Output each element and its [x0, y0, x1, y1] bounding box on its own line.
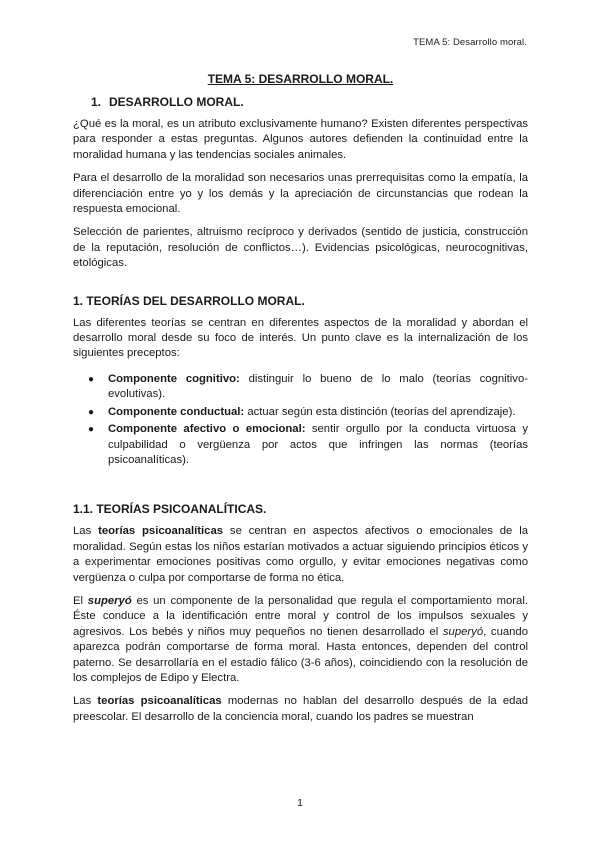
list-item-text: actuar según esta distinción (teorías del aprendizaje). — [244, 405, 516, 418]
section-heading-text: DESARROLLO MORAL. — [109, 95, 244, 109]
paragraph: Las teorías psicoanalíticas se centran en aspectos afectivos o emocionales de la moralidad. Según estas los niños estarían motivados a actuar siguiendo principios éticos y a experimentar emociones positivas como orgullo, y evitar emociones negativas como vergüenza o culpa por comportarse de forma no ética. — [73, 525, 529, 584]
section-psicoanaliticas — [73, 502, 528, 725]
section-number: 1. — [91, 95, 102, 109]
running-header: TEMA 5: Desarrollo moral. — [413, 37, 527, 48]
list-item-term: Componente conductual: — [108, 405, 245, 418]
list-item-term: Componente cognitivo: — [108, 372, 240, 385]
bullet-icon: ● — [88, 373, 95, 385]
section-heading-teorias: 1. TEORÍAS DEL DESARROLLO MORAL. — [73, 293, 305, 308]
list-item-term: Componente afectivo o emocional: — [108, 423, 306, 436]
paragraph: Para el desarrollo de la moralidad son necesarios unas prerrequisitas como la empatía, la diferenciación entre yo y los demás y la apreciación de circunstancias que rodean la respuesta emocional. — [73, 172, 528, 216]
paragraph: El superyó es un componente de la personalidad que regula el comportamiento moral. Éste conduce a la identificación entre moral y control de los impulsos sexuales y agresivos. Los bebés y niños muy pequeños no tienen desarrollado el superyó, cuando aparezca podrán comportarse de forma moral. Hasta entonces, dependen del control paterno. Se desarrollaría en el estadio fálico (3-6 años), coincidiendo con la resolución de los complejos de Edipo y Electra. — [73, 594, 528, 684]
components-list — [73, 372, 528, 468]
paragraph: ¿Qué es la moral, es un atributo exclusivamente humano? Existen diferentes perspectivas para responder a estas preguntas. Algunos autores defienden la continuidad entre la moralidad humana y las tendencias sociales animales. — [73, 118, 528, 161]
bullet-icon: ● — [88, 406, 95, 418]
list-item — [73, 372, 528, 403]
emphasis-term: superyó — [87, 594, 132, 607]
list-item-text: sentir orgullo por la conducta virtuosa y culpabilidad o vergüenza por actos que infringen las normas (teorías psicoanalíticas). — [108, 423, 528, 466]
bullet-icon: ● — [88, 424, 95, 436]
section-heading-desarrollo-moral — [73, 95, 528, 109]
list-item-text: distinguir lo bueno de lo malo (teorías cognitivo-evolutivas). — [108, 372, 528, 401]
emphasis-term: teorías psicoanalíticas — [98, 525, 224, 538]
section-teorias — [73, 294, 528, 469]
list-item — [73, 422, 528, 468]
document-body — [73, 72, 528, 733]
paragraph: Selección de parientes, altruismo recíproco y derivados (sentido de justicia, construcción de la reputación, resolución de conflictos…). Evidencias psicológicas, neurocognitivas, etológicas. — [73, 226, 528, 270]
section-heading-psicoanaliticas: 1.1. TEORÍAS PSICOANALÍTICAS. — [73, 502, 267, 517]
emphasis-term: teorías psicoanalíticas — [97, 695, 222, 708]
page-number: 1 — [297, 797, 303, 809]
italic-term: superyó — [442, 625, 484, 638]
list-item — [73, 405, 528, 420]
document-title: TEMA 5: DESARROLLO MORAL. — [207, 72, 394, 86]
paragraph: Las teorías psicoanalíticas modernas no hablan del desarrollo después de la edad preescolar. El desarrollo de la conciencia moral, cuando los padres se muestran — [73, 695, 529, 723]
paragraph: Las diferentes teorías se centran en diferentes aspectos de la moralidad y abordan el desarrollo moral desde su foco de interés. Un punto clave es la internalización de los siguientes preceptos: — [73, 316, 528, 360]
